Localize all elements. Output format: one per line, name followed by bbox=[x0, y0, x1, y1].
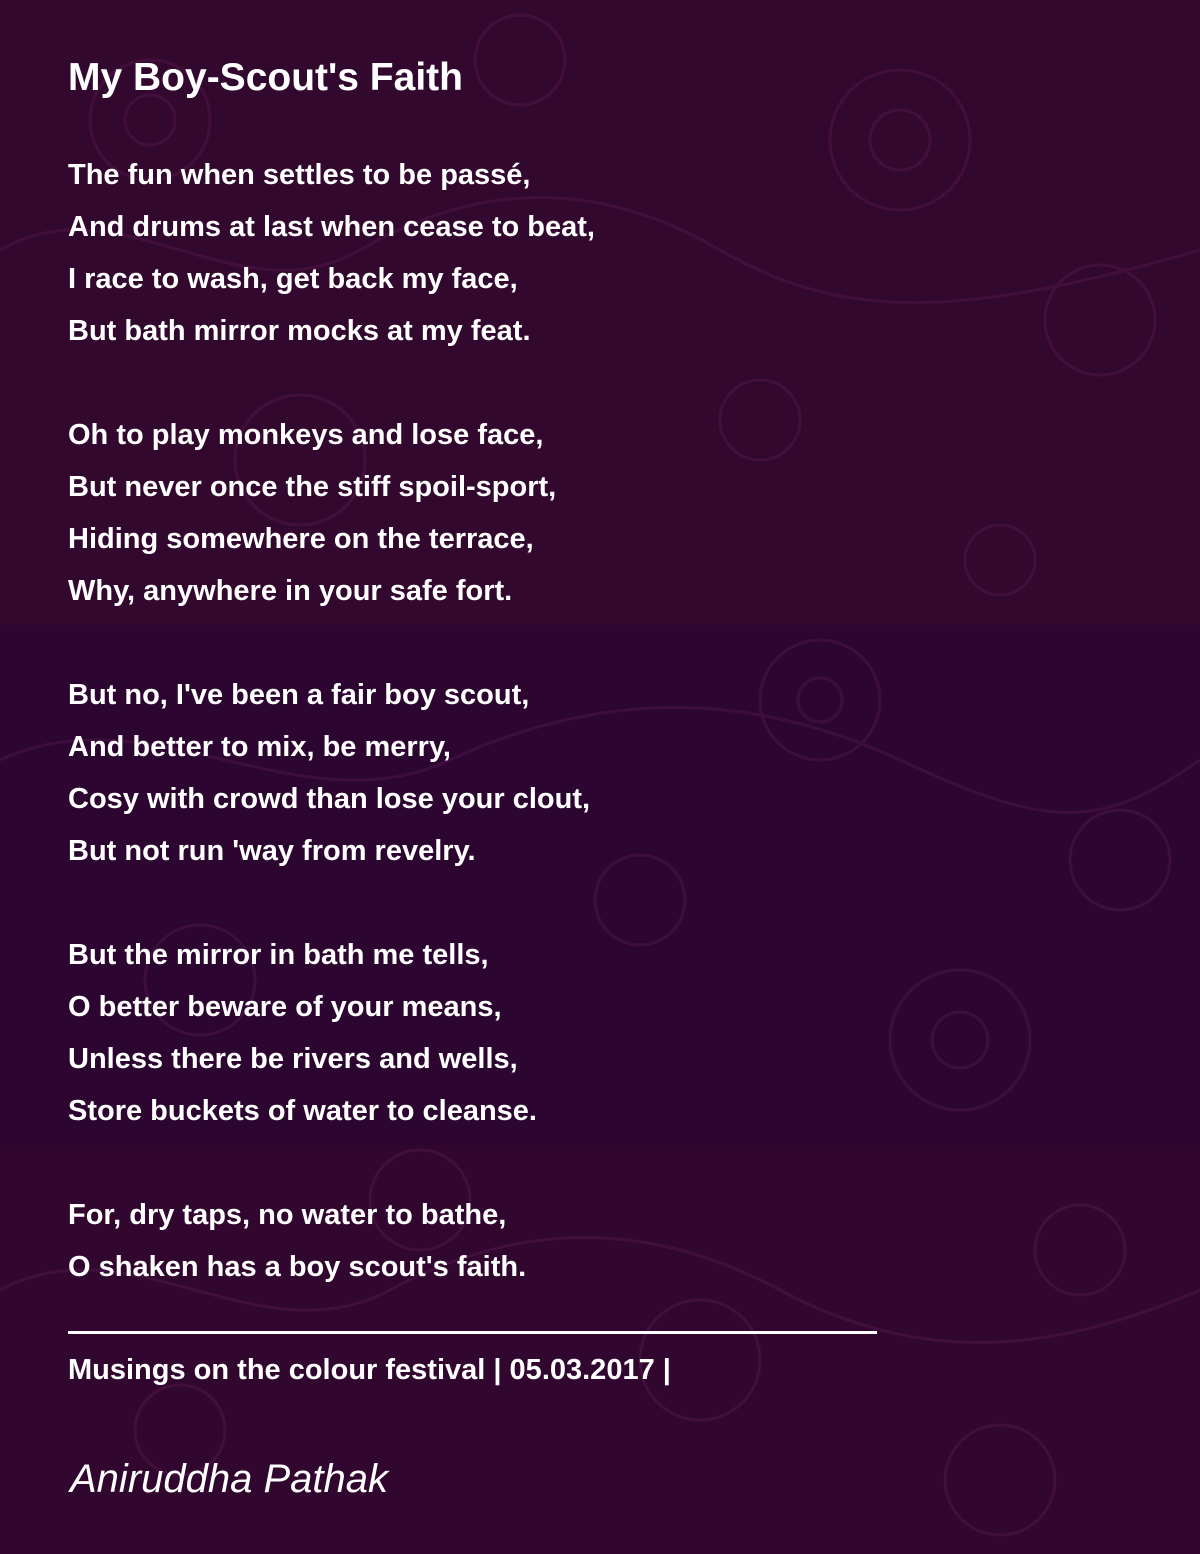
poem-line: Hiding somewhere on the terrace, bbox=[68, 523, 534, 555]
poem-line: Unless there be rivers and wells, bbox=[68, 1043, 518, 1075]
poem-line: Store buckets of water to cleanse. bbox=[68, 1095, 537, 1127]
stanza-1 bbox=[68, 149, 595, 357]
poem-line: But never once the stiff spoil-sport, bbox=[68, 471, 557, 503]
poem-line: Cosy with crowd than lose your clout, bbox=[68, 783, 591, 815]
stanza-5 bbox=[68, 1189, 526, 1293]
poem-note: Musings on the colour festival | 05.03.2017 | bbox=[68, 1354, 671, 1386]
poem-title: My Boy-Scout's Faith bbox=[68, 56, 463, 99]
divider-line bbox=[68, 1331, 877, 1334]
poem-line: The fun when settles to be passé, bbox=[68, 159, 531, 191]
poem-line: But bath mirror mocks at my feat. bbox=[68, 315, 531, 347]
stanza-2 bbox=[68, 409, 556, 617]
poem-line: O shaken has a boy scout's faith. bbox=[68, 1251, 527, 1283]
poem-line: I race to wash, get back my face, bbox=[68, 263, 518, 295]
stanza-4 bbox=[68, 929, 537, 1137]
poem-line: And better to mix, be merry, bbox=[68, 731, 451, 763]
poem-line: But the mirror in bath me tells, bbox=[68, 939, 489, 971]
poem-line: And drums at last when cease to beat, bbox=[68, 211, 595, 243]
poem-line: Oh to play monkeys and lose face, bbox=[68, 419, 544, 451]
poem-line: For, dry taps, no water to bathe, bbox=[68, 1199, 507, 1231]
stanza-3 bbox=[68, 669, 590, 877]
poem-line: But not run 'way from revelry. bbox=[68, 835, 476, 867]
poem-line: Why, anywhere in your safe fort. bbox=[68, 575, 513, 607]
author-name: Aniruddha Pathak bbox=[70, 1457, 389, 1501]
poem-line: O better beware of your means, bbox=[68, 991, 502, 1023]
poem-line: But no, I've been a fair boy scout, bbox=[68, 679, 530, 711]
